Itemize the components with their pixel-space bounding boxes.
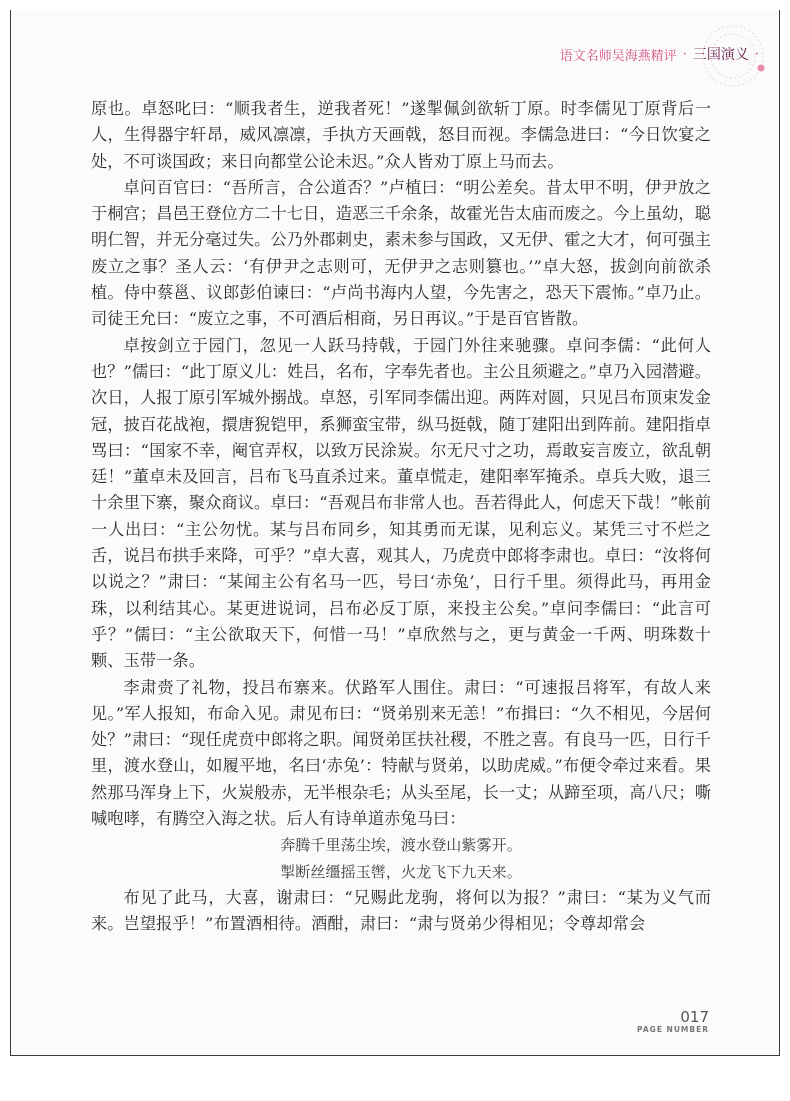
poem-line: 奔腾千里荡尘埃，渡水登山紫雾开。 — [280, 836, 522, 855]
paragraph: 李肃赍了礼物，投吕布寨来。伏路军人围住。肃曰：“可速报吕将军，有故人来见。”军人报知，布命入见。肃见布曰：“贤弟别来无恙！”布揖曰：“久不相见，今居何处？”肃曰：“现任虎贲中郎将之职。闻贤弟匡扶社稷，不胜之喜。有良马一匹，日行千里，渡水登山，如履平地，名曰‘赤兔’：特献与贤弟，以助虎威。”布便令牵过来看。果然那马浑身上下，火炭般赤，无半根杂毛；从头至尾，长一丈；从蹄至项，高八尺；嘶喊咆哮，有腾空入海之状。后人有诗单道赤兔马曰： — [91, 677, 711, 829]
header-separator: · — [682, 46, 687, 62]
book-title: 三国演义 — [692, 47, 749, 63]
poem-line: 掣断丝缰摇玉辔，火龙飞下九天来。 — [280, 862, 522, 881]
body-text — [91, 96, 711, 938]
running-header — [560, 44, 759, 64]
page-number-block — [637, 1010, 709, 1034]
page-number-label: PAGE NUMBER — [637, 1025, 709, 1034]
paragraph: 卓问百官曰：“吾所言，合公道否？”卢植曰：“明公差矣。昔太甲不明，伊尹放之于桐宫；昌邑王登位方二十七日，造恶三千余条，故霍光告太庙而废之。今上虽幼，聪明仁智，并无分毫过失。公乃外郡刺史，素未参与国政，又无伊、霍之大才，何可强主废立之事？圣人云：‘有伊尹之志则可，无伊尹之志则篡也。’”卓大怒，拔剑向前欲杀植。侍中蔡邕、议郎彭伯谏曰：“卢尚书海内人望，今先害之，恐天下震怖。”卓乃止。司徒王允曰：“废立之事，不可酒后相商，另日再议。”于是百官皆散。 — [91, 177, 711, 329]
page-number: 017 — [680, 1008, 709, 1026]
series-title: 语文名师吴海燕精评 — [559, 48, 677, 64]
book-page — [10, 10, 780, 1056]
paragraph: 卓按剑立于园门，忽见一人跃马持戟，于园门外往来驰骤。卓问李儒：“此何人也？”儒曰：“此丁原义儿：姓吕，名布，字奉先者也。主公且须避之。”卓乃入园潜避。次日，人报丁原引军城外搦战。卓怒，引军同李儒出迎。两阵对圆，只见吕布顶束发金冠，披百花战袍，擐唐猊铠甲，系狮蛮宝带，纵马挺戟，随丁建阳出到阵前。建阳指卓骂曰：“国家不幸，阉官弄权，以致万民涂炭。尔无尺寸之功，焉敢妄言废立，欲乱朝廷！”董卓未及回言，吕布飞马直杀过来。董卓慌走，建阳率军掩杀。卓兵大败，退三十余里下寨，聚众商议。卓曰：“吾观吕布非常人也。吾若得此人，何虑天下哉！”帐前一人出曰：“主公勿忧。某与吕布同乡，知其勇而无谋，见利忘义。某凭三寸不烂之舌，说吕布拱手来降，可乎？”卓大喜，观其人，乃虎贲中郎将李肃也。卓曰：“汝将何以说之？”肃曰：“某闻主公有名马一匹，号曰‘赤兔’，日行千里。须得此马，再用金珠，以利结其心。某更进说词，吕布必反丁原，来投主公矣。”卓问李儒曰：“此言可乎？”儒曰：“主公欲取天下，何惜一马！”卓欣然与之，更与黄金一千两、明珠数十颗、玉带一条。 — [91, 335, 711, 671]
paragraph: 原也。卓怒叱曰：“顺我者生，逆我者死！”遂掣佩剑欲斩丁原。时李儒见丁原背后一人，生得器宇轩昂，威风凛凛，手执方天画戟，怒目而视。李儒急进曰：“今日饮宴之处，不可谈国政；来日向都堂公论未迟。”众人皆劝丁原上马而去。 — [91, 99, 711, 171]
paragraph: 布见了此马，大喜，谢肃曰：“兄赐此龙驹，将何以为报？”肃曰：“某为义气而来。岂望报乎！”布置酒相待。酒酣，肃曰：“肃与贤弟少得相见；令尊却常会 — [91, 887, 711, 934]
header-end-mark: · — [754, 46, 759, 62]
